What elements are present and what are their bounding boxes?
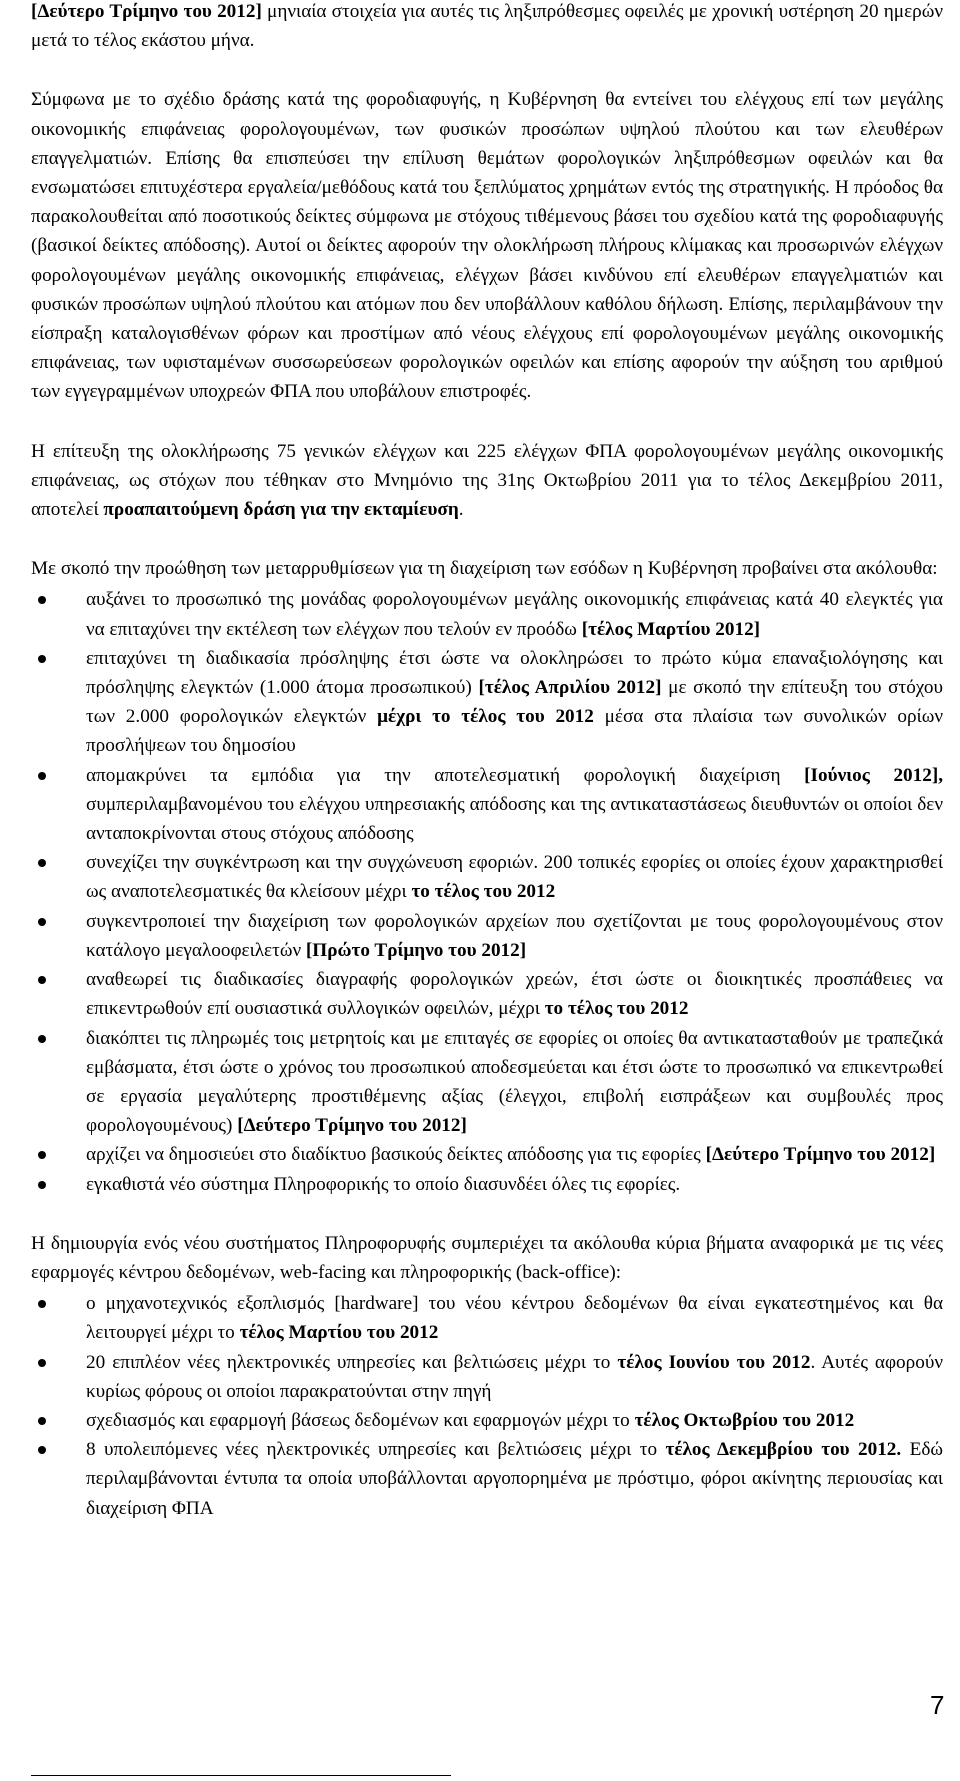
text-run: Με σκοπό την προώθηση των μεταρρυθμίσεων για τη διαχείριση των εσόδων η Κυβέρνηση προβαίνει στα ακόλουθα:: [31, 558, 938, 580]
text-run: με σκοπό την επίτευξη του στόχου των 2.000 φορολογικών ελεγκτών: [86, 677, 943, 728]
bold-text-run: [τέλος Απριλίου 2012]: [478, 677, 662, 699]
text-run: Η δημιουργία ενός νέου συστήματος Πληροφορυφής συμπεριέχει τα ακόλουθα κύρια βήματα αναφορικά με τις νέες εφαρμογές κέντρου δεδομένων, web-facing και πληροφορικής (back-office):: [31, 1232, 943, 1283]
text-run: αρχίζει να δημοσιεύει στο διαδίκτυο βασικούς δείκτες απόδοσης για τις εφορίες: [86, 1144, 706, 1166]
paragraph-anti-evasion-plan: [31, 85, 943, 406]
page-number: 7: [930, 1690, 945, 1720]
paragraph-it-system-intro: [31, 1229, 943, 1287]
text-run: Εδώ περιλαμβάνονται έντυπα τα οποία υποβάλλονται αργοπορημένα με πρόστιμο, φόροι ακίνητης περιουσίας και διαχείριση ΦΠΑ: [86, 1439, 944, 1519]
bullet-item: [31, 585, 943, 643]
text-run: συμπεριλαμβανομένου του ελέγχου υπηρεσιακής απόδοσης και της αντικαταστάσεως διευθυντών οι οποίοι δεν ανταποκρίνονται στους στόχους απόδοσης: [86, 793, 943, 845]
bullet-text: [86, 1028, 943, 1137]
bold-text-run: τέλος Ιουνίου του 2012: [617, 1351, 811, 1373]
bullet-item: [31, 1024, 943, 1141]
text-run: επιταχύνει τη διαδικασία πρόσληψης έτσι ώστε να ολοκληρώσει το πρώτο κύμα επαναξιολόγησης και πρόσληψης ελεγκτών (1.000 άτομα προσωπικού): [86, 647, 943, 699]
bullet-dot-icon: [38, 918, 46, 926]
bullet-text: [86, 852, 943, 902]
text-run: 8 υπολειπόμενες νέες ηλεκτρονικές υπηρεσίες και βελτιώσεις μέχρι το: [86, 1439, 666, 1461]
text-run: συγκεντροποιεί την διαχείριση των φορολογικών αρχείων που σχετίζονται με τους φορολογουμένους στον κατάλογο μεγαλοοφειλετών: [86, 910, 943, 961]
bullet-text: [86, 1410, 854, 1431]
bold-text-run: τέλος Δεκεμβρίου του 2012.: [665, 1439, 902, 1461]
text-run: αναθεωρεί τις διαδικασίες διαγραφής φορολογικών χρεών, έτσι ώστε οι διοικητικές προσπάθειες να επικεντρωθούν επί ουσιαστικά συλλογικών οφειλών, μέχρι: [86, 969, 943, 1020]
bullet-dot-icon: [38, 1417, 46, 1425]
text-run: εγκαθιστά νέο σύστημα Πληροφορικής το οποίο διασυνδέει όλες τις εφορίες.: [86, 1173, 681, 1195]
bullet-dot-icon: [38, 1300, 46, 1308]
bullet-text: [86, 1352, 943, 1402]
text-run: Σύμφωνα με το σχέδιο δράσης κατά της φοροδιαφυγής, η Κυβέρνηση θα εντείνει του ελέγχους επί των μεγάλης οικονομικής επιφάνειας φορολογουμένων, των φυσικών προσώπων υψηλού πλούτου και των ελευθέρων επαγγελματιών. Επίσης θα επισπεύσει την επίλυση θεμάτων φορολογικών ληξιπρόθεσμων οφειλών και θα ενσωματώσει επιτυχέστερα εργαλεία/μεθόδους κατά του ξεπλύματος χρημάτων εντός της στρατηγικής. Η πρόοδος θα παρακολουθείται από ποσοτικούς δείκτες σύμφωνα με στόχους τιθέμενους βάσει του σχεδίου κατά της φοροδιαφυγής (βασικοί δείκτες απόδοσης). Αυτοί οι δείκτες αφορούν την ολοκλήρωση πλήρους κλίμακας και προσωρινών ελέγχων φορολογουμένων μεγάλης οικονομικής επιφάνειας, ελέγχων βάσει κινδύνου επί ελευθέρων επαγγελματιών και φυσικών προσώπων υψηλού πλούτου και ατόμων που δεν υποβάλλουν καθόλου δήλωση. Επίσης, περιλαμβάνουν την είσπραξη καταλογισθένων φόρων και προστίμων από νέους ελέγχους επί φορολογουμένων μεγάλης οικονομικής επιφάνειας, των υφισταμένων συσσωρεύσεων φορολογικών οφειλών και επίσης αφορούν την αύξηση του αριθμού των εγγεγραμμένων υποχρεών ΦΠΑ που υποβάλουν επιστροφές.: [31, 89, 943, 403]
bold-text-run: [Πρώτο Τρίμηνο του 2012]: [305, 939, 527, 961]
paragraph-audit-prerequisite: [31, 437, 943, 525]
bold-text-run: [Ιούνιος 2012],: [804, 764, 944, 786]
bullet-item: [31, 907, 943, 965]
bullet-item: [31, 644, 943, 761]
bullet-dot-icon: [38, 1035, 46, 1043]
text-run: . Αυτές αφορούν κυρίως φόρους οι οποίοι παρακρατούνται στην πηγή: [86, 1351, 943, 1402]
bullet-dot-icon: [38, 1359, 46, 1367]
text-run: ο μηχανοτεχνικός εξοπλισμός [hardware] του νέου κέντρου δεδομένων θα είναι εγκατεστημένος και θα λειτουργεί μέχρι το: [86, 1293, 943, 1344]
bold-text-run: προαπαιτούμενη δράση για την εκταμίευση: [103, 499, 459, 521]
bullet-text: [86, 1293, 943, 1343]
bullet-item: [31, 1348, 943, 1406]
bullet-item: [31, 1406, 943, 1435]
text-run: Η επίτευξη της ολοκλήρωσης 75 γενικών ελέγχων και 225 ελέγχων ΦΠΑ φορολογουμένων μεγάλης οικονομικής επιφάνειας, ως στόχων που τέθηκαν στο Μνημόνιο της 31ης Οκτωβρίου 2011 για το τέλος Δεκεμβρίου 2011, αποτελεί: [31, 440, 943, 521]
bold-text-run: τέλος Οκτωβρίου του 2012: [634, 1409, 855, 1431]
text-run: συνεχίζει την συγκέντρωση και την συγχώνευση εφοριών. 200 τοπικές εφορίες οι οποίες έχουν χαρακτηρισθεί ως αναποτελεσματικές θα κλείσουν μέχρι: [86, 852, 943, 903]
bullet-dot-icon: [38, 1446, 46, 1454]
bullet-dot-icon: [38, 1181, 46, 1189]
text-run: μηνιαία στοιχεία για αυτές τις ληξιπρόθεσμες οφειλές με χρονική υστέρηση 20 ημερών μετά το τέλος εκάστου μήνα.: [31, 1, 943, 52]
bullet-text: [86, 1439, 943, 1518]
bullet-item: [31, 1170, 943, 1199]
text-run: .: [458, 499, 464, 521]
document-page: [31, 0, 943, 1523]
text-run: μέσα στα πλαίσια των συνολικών ορίων προσλήψεων του δημοσίου: [86, 706, 943, 757]
paragraph-arrears-reporting: [31, 0, 943, 55]
bold-text-run: το τέλος του 2012: [544, 998, 689, 1020]
bold-text-run: [τέλος Μαρτίου 2012]: [581, 618, 761, 640]
bold-text-run: τέλος Μαρτίου του 2012: [239, 1322, 439, 1344]
bullet-text: [86, 1174, 680, 1195]
bold-text-run: το τέλος του 2012: [411, 881, 556, 903]
bullet-text: [86, 765, 943, 844]
bullet-dot-icon: [38, 596, 46, 604]
bold-text-run: [Δεύτερο Τρίμηνο του 2012]: [237, 1115, 467, 1137]
footnote-separator: [31, 1775, 451, 1776]
bullet-item: [31, 1435, 943, 1523]
bullet-text: [86, 648, 943, 757]
bullet-dot-icon: [38, 976, 46, 984]
paragraph-revenue-reform-intro: [31, 554, 943, 583]
bullet-dot-icon: [38, 859, 46, 867]
text-run: διακόπτει τις πληρωμές τοις μετρητοίς και με επιταγές σε εφορίες οι οποίες θα αντικατασταθούν με τραπεζικά εμβάσματα, έτσι ώστε ο χρόνος του προσωπικού αποδεσμεύεται και έτσι ώστε το προσωπικό να επικεντρωθεί σε εργασία μεγαλύτερης προστιθέμενης αξίας (έλεγχοι, επιβολή εισπράξεων και συμβουλές προς φορολογουμένους): [86, 1027, 943, 1137]
bullet-text: [86, 1144, 935, 1165]
bullet-item: [31, 1140, 943, 1169]
bullet-text: [86, 911, 943, 961]
text-run: 20 επιπλέον νέες ηλεκτρονικές υπηρεσίες και βελτιώσεις μέχρι το: [86, 1351, 618, 1373]
bullet-dot-icon: [38, 1151, 46, 1159]
it-steps-list: [31, 1289, 943, 1523]
bold-text-run: μέχρι το τέλος του 2012: [377, 706, 594, 728]
bullet-item: [31, 761, 943, 849]
reform-actions-list: [31, 585, 943, 1198]
text-run: απομακρύνει τα εμπόδια για την αποτελεσματική φορολογική διαχείριση: [86, 764, 805, 786]
text-run: αυξάνει το προσωπικό της μονάδας φορολογουμένων μεγάλης οικονομικής επιφάνειας κατά 40 ελεγκτές για να επιταχύνει την εκτέλεση των ελέγχων που τελούν εν προόδω: [86, 589, 943, 640]
bullet-text: [86, 969, 943, 1019]
bullet-item: [31, 1289, 943, 1347]
bullet-item: [31, 848, 943, 906]
bullet-text: [86, 589, 943, 639]
bullet-dot-icon: [38, 655, 46, 663]
bullet-item: [31, 965, 943, 1023]
text-run: σχεδιασμός και εφαρμογή βάσεως δεδομένων και εφαρμογών μέχρι το: [86, 1409, 635, 1431]
bullet-dot-icon: [38, 772, 46, 780]
bold-text-run: [Δεύτερο Τρίμηνο του 2012]: [705, 1144, 936, 1166]
bold-text-run: [Δεύτερο Τρίμηνο του 2012]: [31, 1, 262, 22]
